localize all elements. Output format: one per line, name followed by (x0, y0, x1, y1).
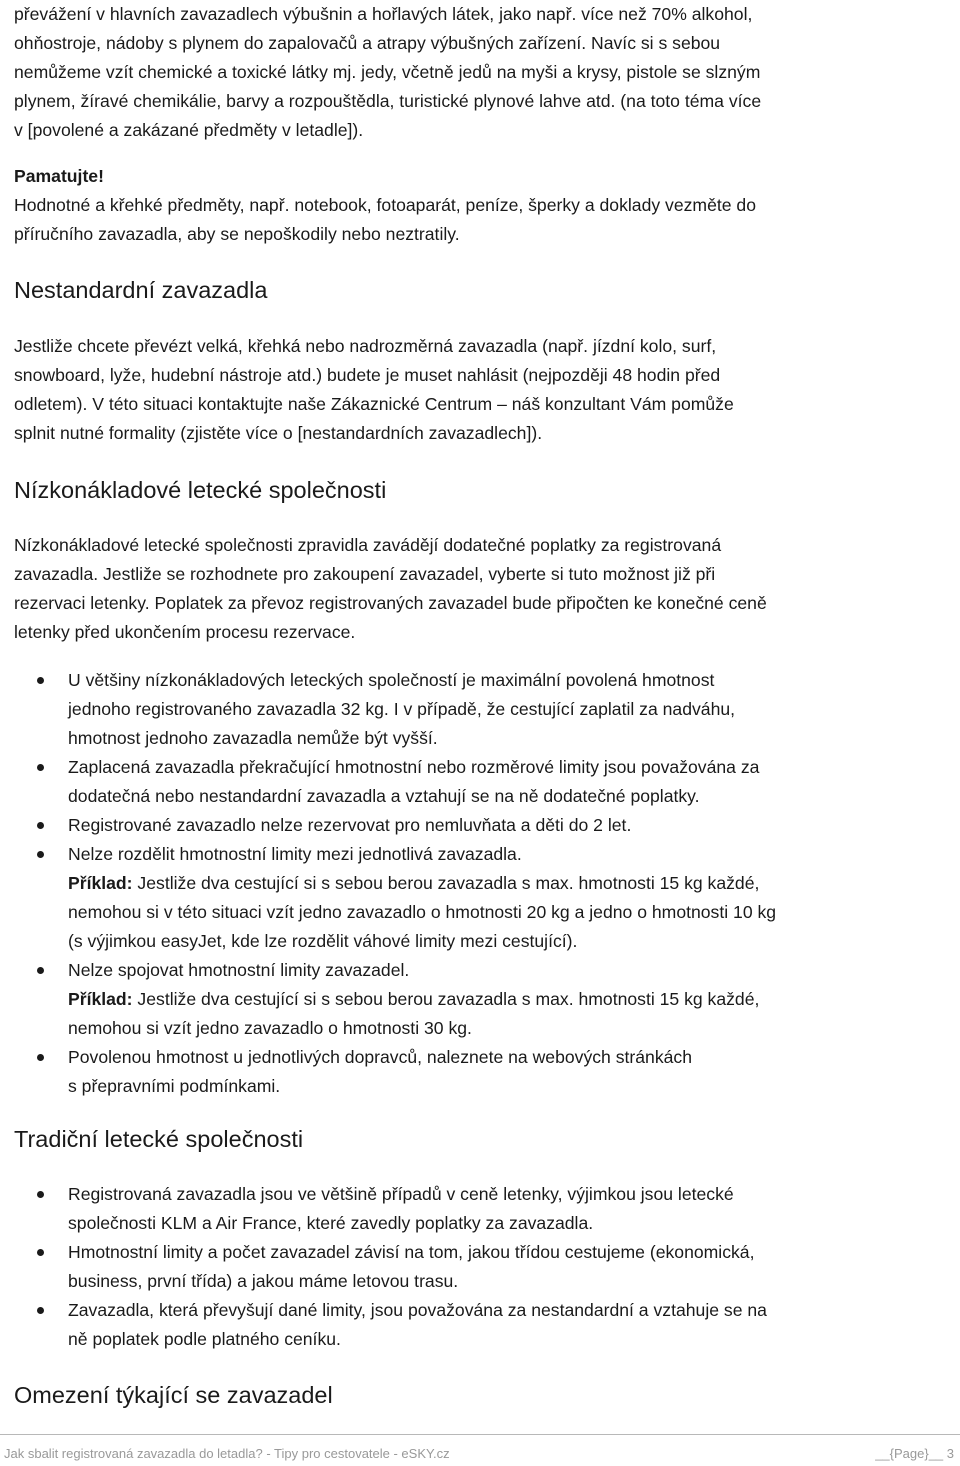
text-line: hmotnost jednoho zavazadla nemůže být vyšší. (68, 728, 438, 748)
footer-title: Jak sbalit registrovaná zavazadla do letadla? - Tipy pro cestovatele - eSKY.cz (4, 1446, 450, 1461)
text-line: Hodnotné a křehké předměty, např. notebook, fotoaparát, peníze, šperky a doklady vezměte do (14, 195, 756, 215)
example-label: Příklad: (68, 989, 133, 1009)
example-text: Jestliže dva cestující si s sebou berou zavazadla s max. hmotnosti 15 kg každé, (132, 989, 760, 1009)
list-item (14, 753, 946, 811)
section-heading-restrictions: Omezení týkající se zavazadel (14, 1382, 333, 1408)
list-item (14, 811, 946, 840)
text-line: Zaplacená zavazadla překračující hmotnostní nebo rozměrové limity jsou považována za (68, 757, 760, 777)
text-line: převážení v hlavních zavazadlech výbušnin a hořlavých látek, jako např. více než 70% alkohol, (14, 4, 753, 24)
text-line: rezervaci letenky. Poplatek za převoz registrovaných zavazadel bude připočten ke konečné ceně (14, 593, 767, 613)
footer-divider (0, 1434, 960, 1435)
list-item (14, 666, 946, 753)
section-heading-traditional: Tradiční letecké společnosti (14, 1126, 304, 1152)
remember-title: Pamatujte! (14, 166, 104, 186)
remember-note (14, 162, 946, 249)
text-line: U většiny nízkonákladových leteckých společností je maximální povolená hmotnost (68, 670, 715, 690)
text-line: ně poplatek podle platného ceníku. (68, 1329, 341, 1349)
text-line: Nelze spojovat hmotnostní limity zavazadel. (68, 960, 410, 980)
bullet-icon (37, 1054, 44, 1061)
bullet-icon (37, 1249, 44, 1256)
bullet-icon (37, 764, 44, 771)
section-heading-lowcost: Nízkonákladové letecké společnosti (14, 477, 387, 503)
text-line: Hmotnostní limity a počet zavazadel závisí na tom, jakou třídou cestujeme (ekonomická, (68, 1242, 755, 1262)
list-item (14, 1180, 946, 1238)
example-line (68, 985, 946, 1014)
text-line: Registrované zavazadlo nelze rezervovat pro nemluvňata a děti do 2 let. (68, 815, 632, 835)
text-line: business, první třída) a jakou máme letovou trasu. (68, 1271, 459, 1291)
text-line: společnosti KLM a Air France, které zavedly poplatky za zavazadla. (68, 1213, 594, 1233)
traditional-rules-list (14, 1180, 946, 1354)
bullet-icon (37, 822, 44, 829)
text-line: nemohou si vzít jedno zavazadlo o hmotnosti 30 kg. (68, 1018, 472, 1038)
intro-paragraph (14, 0, 946, 145)
text-line: letenky před ukončením procesu rezervace. (14, 622, 356, 642)
text-line: nemohou si v této situaci vzít jedno zavazadlo o hmotnosti 20 kg a jedno o hmotnosti 10 kg (68, 902, 777, 922)
example-text: Jestliže dva cestující si s sebou berou zavazadla s max. hmotnosti 15 kg každé, (132, 873, 760, 893)
text-line: v [povolené a zakázané předměty v letadle]). (14, 120, 364, 140)
text-line: ohňostroje, nádoby s plynem do zapalovačů a atrapy výbušných zařízení. Navíc si s sebou (14, 33, 721, 53)
list-item (14, 1043, 946, 1101)
nonstandard-paragraph (14, 332, 946, 448)
bullet-icon (37, 677, 44, 684)
text-line: příručního zavazadla, aby se nepoškodily nebo neztratily. (14, 224, 460, 244)
text-line: (s výjimkou easyJet, kde lze rozdělit váhové limity mezi cestující). (68, 931, 578, 951)
bullet-icon (37, 967, 44, 974)
text-line: plynem, žíravé chemikálie, barvy a rozpouštědla, turistické plynové lahve atd. (na toto téma více (14, 91, 762, 111)
bullet-icon (37, 1191, 44, 1198)
bullet-icon (37, 1307, 44, 1314)
text-line: Nelze rozdělit hmotnostní limity mezi jednotlivá zavazadla. (68, 844, 522, 864)
text-line: snowboard, lyže, hudební nástroje atd.) budete je muset nahlásit (nejpozději 48 hodin před (14, 365, 721, 385)
list-item (14, 840, 946, 956)
list-item (14, 1296, 946, 1354)
text-line: s přepravními podmínkami. (68, 1076, 281, 1096)
text-line: dodatečná nebo nestandardní zavazadla a vztahují se na ně dodatečné poplatky. (68, 786, 700, 806)
example-line (68, 869, 946, 898)
text-line: odletem). V této situaci kontaktujte naše Zákaznické Centrum – náš konzultant Vám pomůže (14, 394, 734, 414)
lowcost-paragraph (14, 531, 946, 647)
text-line: Registrovaná zavazadla jsou ve většině případů v ceně letenky, výjimkou jsou letecké (68, 1184, 734, 1204)
text-line: Povolenou hmotnost u jednotlivých dopravců, naleznete na webových stránkách (68, 1047, 692, 1067)
text-line: jednoho registrovaného zavazadla 32 kg. I v případě, že cestující zaplatil za nadváhu, (68, 699, 736, 719)
bullet-icon (37, 851, 44, 858)
footer-page-number: __{Page}__ 3 (875, 1446, 954, 1461)
text-line: Nízkonákladové letecké společnosti zpravidla zavádějí dodatečné poplatky za registrovaná (14, 535, 722, 555)
list-item (14, 1238, 946, 1296)
text-line: splnit nutné formality (zjistěte více o [nestandardních zavazadlech]). (14, 423, 543, 443)
example-label: Příklad: (68, 873, 133, 893)
section-heading-nonstandard: Nestandardní zavazadla (14, 277, 268, 303)
text-line: Jestliže chcete převézt velká, křehká nebo nadrozměrná zavazadla (např. jízdní kolo, surf, (14, 336, 717, 356)
text-line: nemůžeme vzít chemické a toxické látky mj. jedy, včetně jedů na myši a krysy, pistole se slzným (14, 62, 761, 82)
text-line: Zavazadla, která převyšují dané limity, jsou považována za nestandardní a vztahuje se na (68, 1300, 767, 1320)
list-item (14, 956, 946, 1043)
lowcost-rules-list (14, 666, 946, 1101)
text-line: zavazadla. Jestliže se rozhodnete pro zakoupení zavazadel, vyberte si tuto možnost již při (14, 564, 716, 584)
